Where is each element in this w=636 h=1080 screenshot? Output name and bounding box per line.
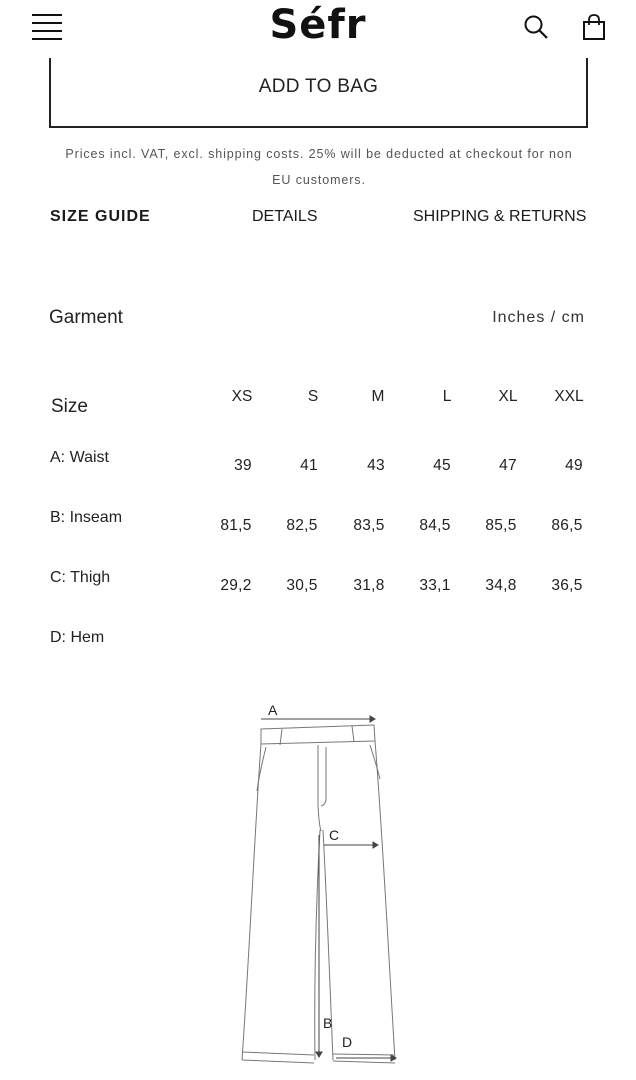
add-to-bag-label: ADD TO BAG xyxy=(258,76,379,97)
garment-label: Garment xyxy=(49,307,123,328)
table-cell: 30,5 xyxy=(286,577,318,594)
table-cell: 49 xyxy=(565,457,583,474)
brand-logo[interactable]: Séfr xyxy=(269,2,367,48)
tab-size-guide[interactable]: SIZE GUIDE xyxy=(50,208,151,225)
row-label-waist: A: Waist xyxy=(50,449,109,466)
trousers-measurement-diagram xyxy=(230,695,410,1075)
row-label-hem: D: Hem xyxy=(50,629,105,646)
table-cell: 86,5 xyxy=(551,517,583,534)
table-cell: 47 xyxy=(499,457,517,474)
tab-details[interactable]: DETAILS xyxy=(252,208,318,225)
tab-shipping-returns[interactable]: SHIPPING & RETURNS xyxy=(413,208,587,225)
table-cell: 29,2 xyxy=(220,577,252,594)
size-header-m: M xyxy=(371,388,385,405)
size-header-s: S xyxy=(307,388,319,405)
size-label: Size xyxy=(51,396,88,417)
table-cell: 39 xyxy=(234,457,252,474)
size-header-xl: XL xyxy=(498,388,518,405)
diagram-label-c: C xyxy=(329,827,340,843)
table-cell: 31,8 xyxy=(353,577,385,594)
size-header-xs: XS xyxy=(231,388,253,405)
table-cell: 41 xyxy=(300,457,318,474)
site-header xyxy=(0,0,636,56)
table-cell: 83,5 xyxy=(353,517,385,534)
size-header-xxl: XXL xyxy=(554,388,584,405)
table-cell: 82,5 xyxy=(286,517,318,534)
table-cell: 84,5 xyxy=(419,517,451,534)
row-label-thigh: C: Thigh xyxy=(50,569,111,586)
search-icon[interactable] xyxy=(523,14,549,40)
shopping-bag-icon[interactable] xyxy=(582,13,606,41)
vat-notice-line-1: Prices incl. VAT, excl. shipping costs. 25% will be deducted at checkout for non xyxy=(65,147,573,161)
size-header-l: L xyxy=(442,388,452,405)
units-toggle[interactable]: Inches / cm xyxy=(492,309,585,326)
diagram-label-a: A xyxy=(268,702,278,718)
table-cell: 85,5 xyxy=(485,517,517,534)
row-label-inseam: B: Inseam xyxy=(50,509,123,526)
add-to-bag-button[interactable] xyxy=(49,58,588,128)
diagram-label-b: B xyxy=(323,1015,333,1031)
table-cell: 33,1 xyxy=(419,577,451,594)
table-cell: 36,5 xyxy=(551,577,583,594)
table-cell: 81,5 xyxy=(220,517,252,534)
table-cell: 45 xyxy=(433,457,451,474)
vat-notice-line-2: EU customers. xyxy=(272,173,366,187)
table-cell: 43 xyxy=(367,457,385,474)
diagram-label-d: D xyxy=(342,1034,353,1050)
table-cell: 34,8 xyxy=(485,577,517,594)
